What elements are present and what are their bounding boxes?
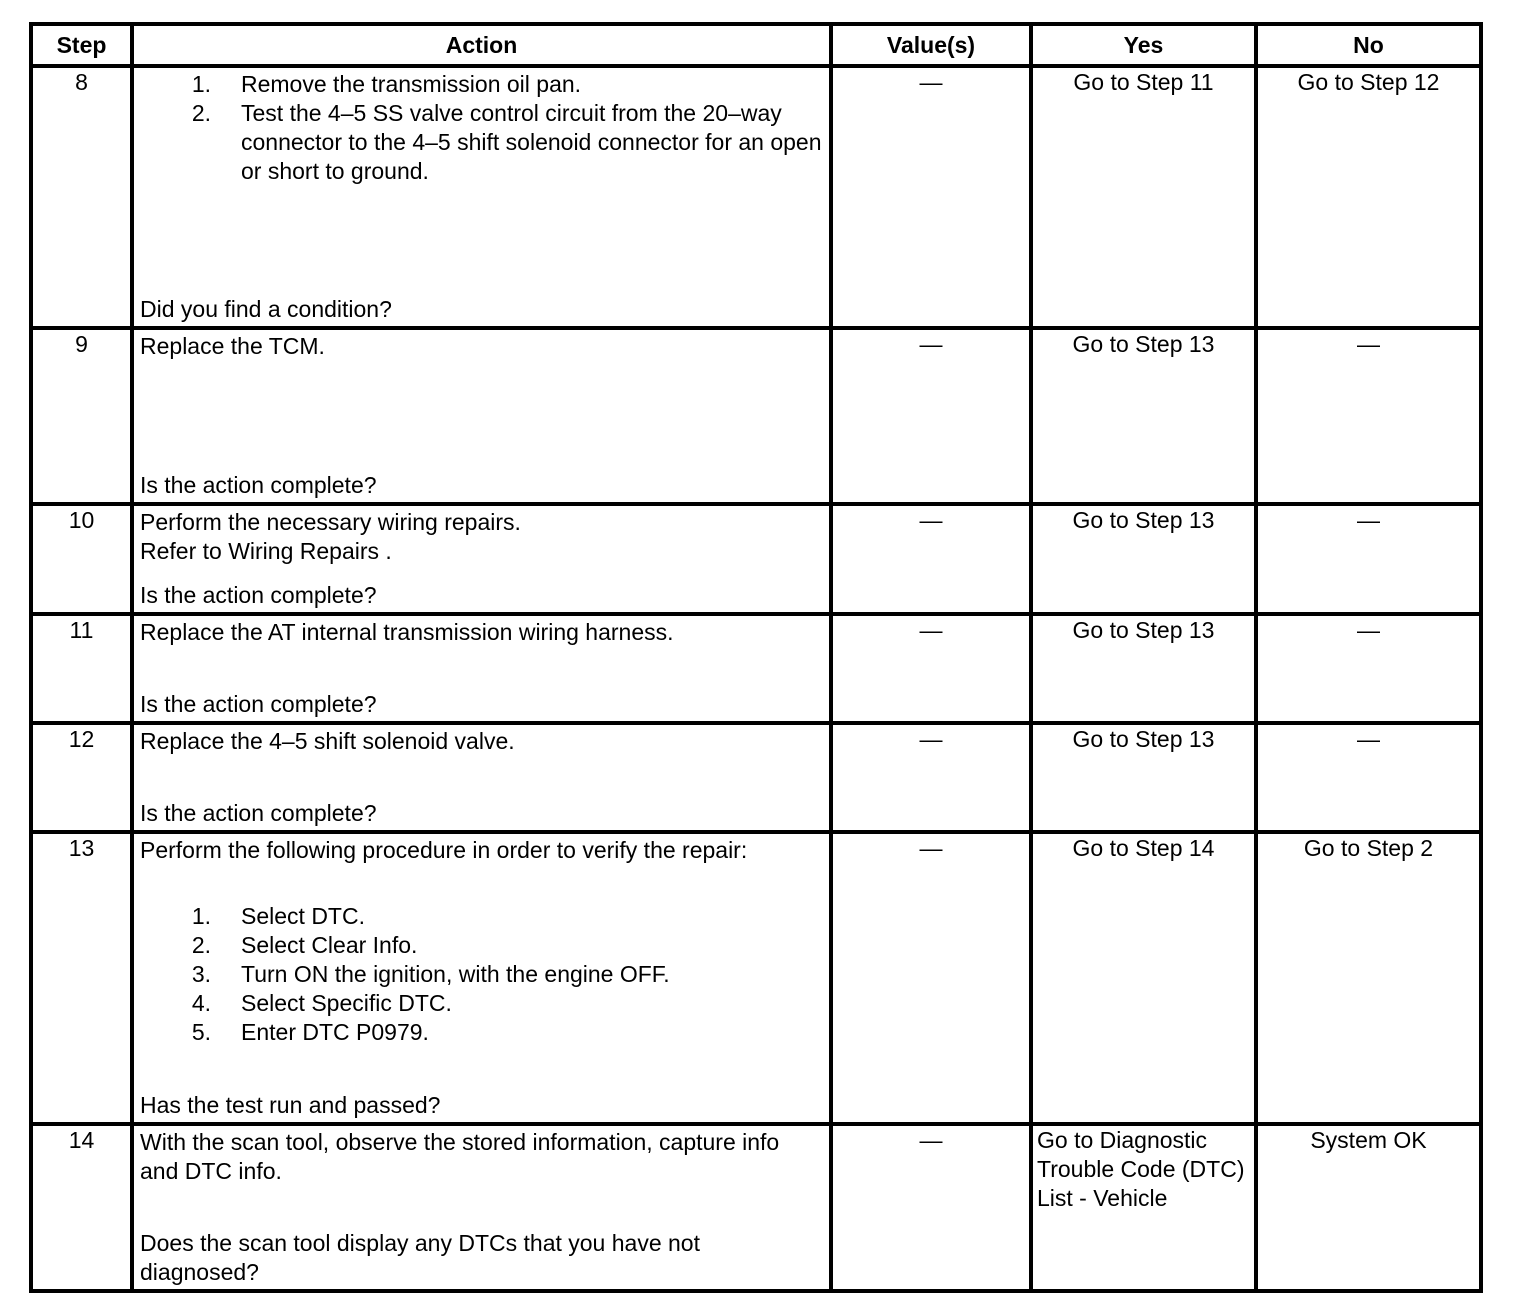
procedure-list <box>140 902 823 1047</box>
no-cell: — <box>1256 723 1481 832</box>
action-question: Is the action complete? <box>140 472 377 498</box>
action-text: With the scan tool, observe the stored information, capture info and DTC info. <box>140 1129 780 1184</box>
header-values: Value(s) <box>831 24 1031 66</box>
value-cell: — <box>831 66 1031 328</box>
yes-cell <box>1031 832 1256 1124</box>
header-yes: Yes <box>1031 24 1256 66</box>
action-question: Did you find a condition? <box>140 296 392 322</box>
table-row <box>31 614 1481 723</box>
yes-cell <box>1031 614 1256 723</box>
action-question: Is the action complete? <box>140 691 377 717</box>
yes-cell <box>1031 66 1256 328</box>
action-text: Replace the TCM. <box>140 333 325 359</box>
action-text: Perform the following procedure in order to verify the repair: <box>140 837 748 863</box>
table-row <box>31 328 1481 504</box>
table-row <box>31 66 1481 328</box>
table-row <box>31 723 1481 832</box>
no-result: Go to Step 2 <box>1303 835 1434 861</box>
yes-result: Go to Step 13 <box>1072 617 1215 643</box>
table-row <box>31 832 1481 1124</box>
list-item: 5. Enter DTC P0979. <box>191 1019 429 1045</box>
action-cell <box>132 66 831 328</box>
list-item: 4. Select Specific DTC. <box>191 990 452 1016</box>
step-number: 10 <box>31 504 132 614</box>
table-row <box>31 504 1481 614</box>
yes-cell <box>1031 1124 1256 1291</box>
list-item: 1. Remove the transmission oil pan. <box>191 71 582 97</box>
action-cell <box>132 504 831 614</box>
no-cell: — <box>1256 614 1481 723</box>
action-text: Replace the 4–5 shift solenoid valve. <box>140 728 515 754</box>
action-cell <box>132 328 831 504</box>
action-cell <box>132 1124 831 1291</box>
value-cell: — <box>831 1124 1031 1291</box>
yes-result: Go to Step 13 <box>1072 507 1215 533</box>
action-question: Is the action complete? <box>140 582 377 608</box>
action-text: Perform the necessary wiring repairs. <box>140 509 521 535</box>
value-cell: — <box>831 614 1031 723</box>
action-question: Does the scan tool display any DTCs that you have not diagnosed? <box>140 1230 700 1285</box>
list-item: 3. Turn ON the ignition, with the engine OFF. <box>191 961 670 987</box>
yes-result: Go to Step 13 <box>1072 726 1215 752</box>
value-cell: — <box>831 723 1031 832</box>
step-number: 14 <box>31 1124 132 1291</box>
table-row <box>31 1124 1481 1291</box>
step-number: 13 <box>31 832 132 1124</box>
list-item: 1. Select DTC. <box>191 903 365 929</box>
value-cell: — <box>831 504 1031 614</box>
action-cell <box>132 614 831 723</box>
value-cell: — <box>831 832 1031 1124</box>
step-number: 11 <box>31 614 132 723</box>
action-cell <box>132 723 831 832</box>
header-no: No <box>1256 24 1481 66</box>
header-action: Action <box>132 24 831 66</box>
no-cell: — <box>1256 328 1481 504</box>
header-row <box>31 24 1481 66</box>
action-question: Has the test run and passed? <box>140 1092 441 1118</box>
action-text: Replace the AT internal transmission wiring harness. <box>140 619 674 645</box>
no-result: System OK <box>1310 1127 1427 1153</box>
no-cell <box>1256 1124 1481 1291</box>
yes-result: Go to Step 11 <box>1073 69 1214 95</box>
value-cell: — <box>831 328 1031 504</box>
action-cell <box>132 832 831 1124</box>
procedure-list <box>140 70 823 186</box>
yes-cell <box>1031 504 1256 614</box>
step-number: 8 <box>31 66 132 328</box>
action-question: Is the action complete? <box>140 800 377 826</box>
header-step: Step <box>31 24 132 66</box>
yes-result: Go to Step 14 <box>1072 835 1215 861</box>
yes-cell <box>1031 328 1256 504</box>
no-cell <box>1256 66 1481 328</box>
list-item: 2. Test the 4–5 SS valve control circuit from the 20–way connector to the 4–5 shift solenoid connector for an open or short to ground. <box>191 100 822 184</box>
no-result: Go to Step 12 <box>1297 69 1440 95</box>
yes-cell <box>1031 723 1256 832</box>
step-number: 12 <box>31 723 132 832</box>
list-item: 2. Select Clear Info. <box>191 932 418 958</box>
diagnostic-table <box>29 22 1483 1293</box>
step-number: 9 <box>31 328 132 504</box>
yes-result: Go to Step 13 <box>1072 331 1215 357</box>
no-cell: — <box>1256 504 1481 614</box>
no-cell <box>1256 832 1481 1124</box>
yes-result[interactable]: Go to Diagnostic Trouble Code (DTC) List - Vehicle <box>1037 1127 1245 1211</box>
wiring-repairs-reference[interactable]: Refer to Wiring Repairs . <box>140 538 392 564</box>
